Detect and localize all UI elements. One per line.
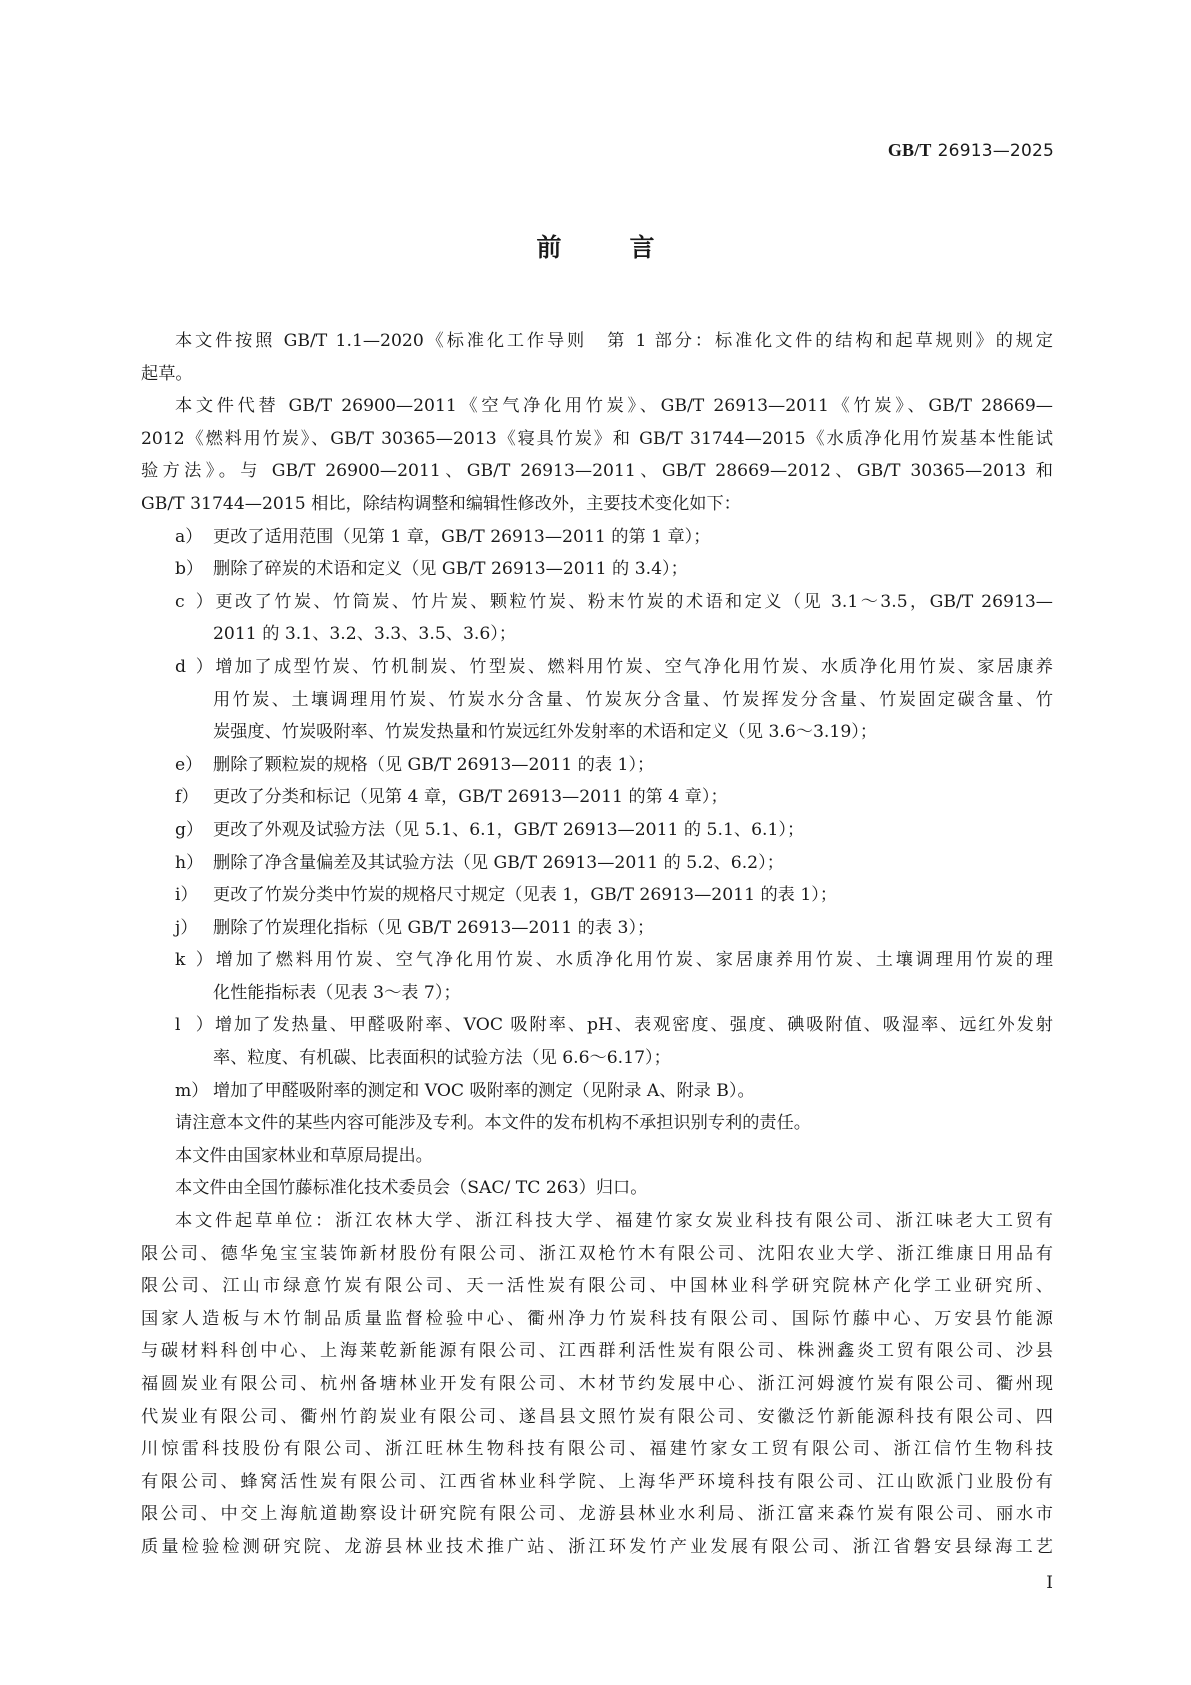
item-text: 更改了分类和标记（见第 4 章，GB/T 26913—2011 的第 4 章）； (213, 787, 728, 808)
change-item-d (141, 651, 1053, 684)
title-char-2: 言 (629, 233, 655, 262)
standard-number: 26913—2025 (937, 141, 1054, 161)
item-label: h） (175, 852, 204, 873)
standard-code-header (888, 140, 1054, 161)
change-item-l-cont: 率、粒度、有机碳、比表面积的试验方法（见 6.6～6.17）； (213, 1048, 671, 1069)
item-text: 更改了竹炭、竹筒炭、竹片炭、颗粒竹炭、粉末竹炭的术语和定义（见 3.1～3.5，GB/T 26913— (213, 591, 1053, 612)
proposed-by: 本文件由国家林业和草原局提出。 (175, 1145, 433, 1166)
drafters-line: 限公司、江山市绿意竹炭有限公司、天一活性炭有限公司、中国林业科学研究院林产化学工业研究所、 (141, 1276, 1053, 1297)
drafters-line: 质量检验检测研究院、龙游县林业技术推广站、浙江环发竹产业发展有限公司、浙江省磐安县绿海工艺 (141, 1536, 1053, 1557)
item-label: i） (175, 885, 198, 906)
change-item-c (141, 586, 1053, 619)
change-item-f (141, 781, 1053, 814)
change-item-b (141, 553, 1053, 586)
drafters-line: 国家人造板与木竹制品质量监督检验中心、衢州净力竹炭科技有限公司、国际竹藤中心、万安县竹能源 (141, 1308, 1053, 1329)
item-label: f） (175, 787, 199, 808)
change-item-i (141, 879, 1053, 912)
change-item-d-cont: 炭强度、竹炭吸附率、竹炭发热量和竹炭远红外发射率的术语和定义（见 3.6～3.19）； (213, 722, 878, 743)
change-item-e (141, 749, 1053, 782)
drafters-line: 限公司、德华兔宝宝装饰新材股份有限公司、浙江双枪竹木有限公司、沈阳农业大学、浙江维康日用品有 (141, 1243, 1053, 1264)
paragraph-line: 验方法》。与 GB/T 26900—2011、GB/T 26913—2011、GB/T 28669—2012、GB/T 30365—2013 和 (141, 461, 1053, 482)
item-label: a） (175, 526, 203, 547)
title-char-1: 前 (536, 233, 562, 262)
change-item-a (141, 521, 1053, 554)
item-label: e） (175, 754, 203, 775)
change-item-h (141, 847, 1053, 880)
centralized-by: 本文件由全国竹藤标准化技术委员会（SAC/ TC 263）归口。 (175, 1178, 648, 1199)
item-label: j） (175, 917, 198, 938)
drafters-line: 本文件起草单位：浙江农林大学、浙江科技大学、福建竹家女炭业科技有限公司、浙江味老大工贸有 (175, 1211, 1053, 1232)
item-text: 增加了发热量、甲醛吸附率、VOC 吸附率、pH、表观密度、强度、碘吸附值、吸湿率、远红外发射 (213, 1015, 1053, 1036)
item-text: 删除了净含量偏差及其试验方法（见 GB/T 26913—2011 的 5.2、6.2）； (213, 852, 784, 873)
standard-prefix: GB/T (887, 140, 932, 160)
page-number: Ⅰ (1046, 1573, 1053, 1592)
change-item-m (141, 1075, 1053, 1108)
paragraph-line: GB/T 31744—2015 相比，除结构调整和编辑性修改外，主要技术变化如下： (141, 493, 741, 514)
page-title (0, 228, 1191, 264)
item-label: l） (175, 1015, 213, 1036)
drafters-line: 与碳材料科创中心、上海莱乾新能源有限公司、江西群利活性炭有限公司、株洲鑫炎工贸有限公司、沙县 (141, 1341, 1053, 1362)
drafters-line: 有限公司、蜂窝活性炭有限公司、江西省林业科学院、上海华严环境科技有限公司、江山欧派门业股份有 (141, 1471, 1053, 1492)
drafters-line: 限公司、中交上海航道勘察设计研究院有限公司、龙游县林业水利局、浙江富来森竹炭有限公司、丽水市 (141, 1504, 1053, 1525)
change-item-g (141, 814, 1053, 847)
drafters-line: 川惊雷科技股份有限公司、浙江旺林生物科技有限公司、福建竹家女工贸有限公司、浙江信竹生物科技 (141, 1439, 1053, 1460)
change-item-j (141, 912, 1053, 945)
item-text: 增加了燃料用竹炭、空气净化用竹炭、水质净化用竹炭、家居康养用竹炭、土壤调理用竹炭的理 (213, 950, 1053, 971)
item-text: 更改了外观及试验方法（见 5.1、6.1，GB/T 26913—2011 的 5.1、6.1）； (213, 819, 805, 840)
item-label: d） (175, 656, 213, 677)
item-text: 增加了成型竹炭、竹机制炭、竹型炭、燃料用竹炭、空气净化用竹炭、水质净化用竹炭、家居康养 (213, 656, 1053, 677)
change-item-k-cont: 化性能指标表（见表 3～表 7）； (213, 982, 461, 1003)
change-item-k (141, 944, 1053, 977)
foreword-body (141, 325, 1053, 1564)
paragraph-line: 2012《燃料用竹炭》、GB/T 30365—2013《寝具竹炭》和 GB/T 31744—2015《水质净化用竹炭基本性能试 (141, 428, 1053, 449)
item-text: 删除了竹炭理化指标（见 GB/T 26913—2011 的表 3）； (213, 917, 655, 938)
item-label: c） (175, 591, 213, 612)
item-text: 增加了甲醛吸附率的测定和 VOC 吸附率的测定（见附录 A、附录 B）。 (213, 1080, 755, 1101)
change-item-c-cont: 2011 的 3.1、3.2、3.3、3.5、3.6）； (213, 624, 517, 645)
paragraph-line: 本文件按照 GB/T 1.1—2020《标准化工作导则 第 1 部分：标准化文件的结构和起草规则》的规定 (175, 331, 1053, 351)
item-text: 删除了碎炭的术语和定义（见 GB/T 26913—2011 的 3.4）； (213, 559, 688, 580)
item-text: 更改了适用范围（见第 1 章，GB/T 26913—2011 的第 1 章）； (213, 526, 711, 547)
item-label: m） (175, 1080, 209, 1101)
item-label: b） (175, 559, 204, 580)
change-item-l (141, 1009, 1053, 1042)
patent-notice: 请注意本文件的某些内容可能涉及专利。本文件的发布机构不承担识别专利的责任。 (175, 1113, 811, 1134)
drafters-line: 福圆炭业有限公司、杭州备塘林业开发有限公司、木材节约发展中心、浙江河姆渡竹炭有限公司、衢州现 (141, 1374, 1053, 1394)
drafters-line: 代炭业有限公司、衢州竹韵炭业有限公司、遂昌县文照竹炭有限公司、安徽泛竹新能源科技有限公司、四 (141, 1406, 1053, 1427)
item-text: 删除了颗粒炭的规格（见 GB/T 26913—2011 的表 1）； (213, 754, 655, 775)
paragraph-line: 起草。 (141, 363, 193, 384)
change-item-d-cont: 用竹炭、土壤调理用竹炭、竹炭水分含量、竹炭灰分含量、竹炭挥发分含量、竹炭固定碳含量、竹 (213, 689, 1053, 710)
item-label: g） (175, 819, 204, 840)
item-label: k） (175, 950, 213, 971)
item-text: 更改了竹炭分类中竹炭的规格尺寸规定（见表 1，GB/T 26913—2011 的表 1）； (213, 885, 838, 906)
paragraph-line: 本文件代替 GB/T 26900—2011《空气净化用竹炭》、GB/T 26913—2011《竹炭》、GB/T 28669— (175, 396, 1053, 417)
